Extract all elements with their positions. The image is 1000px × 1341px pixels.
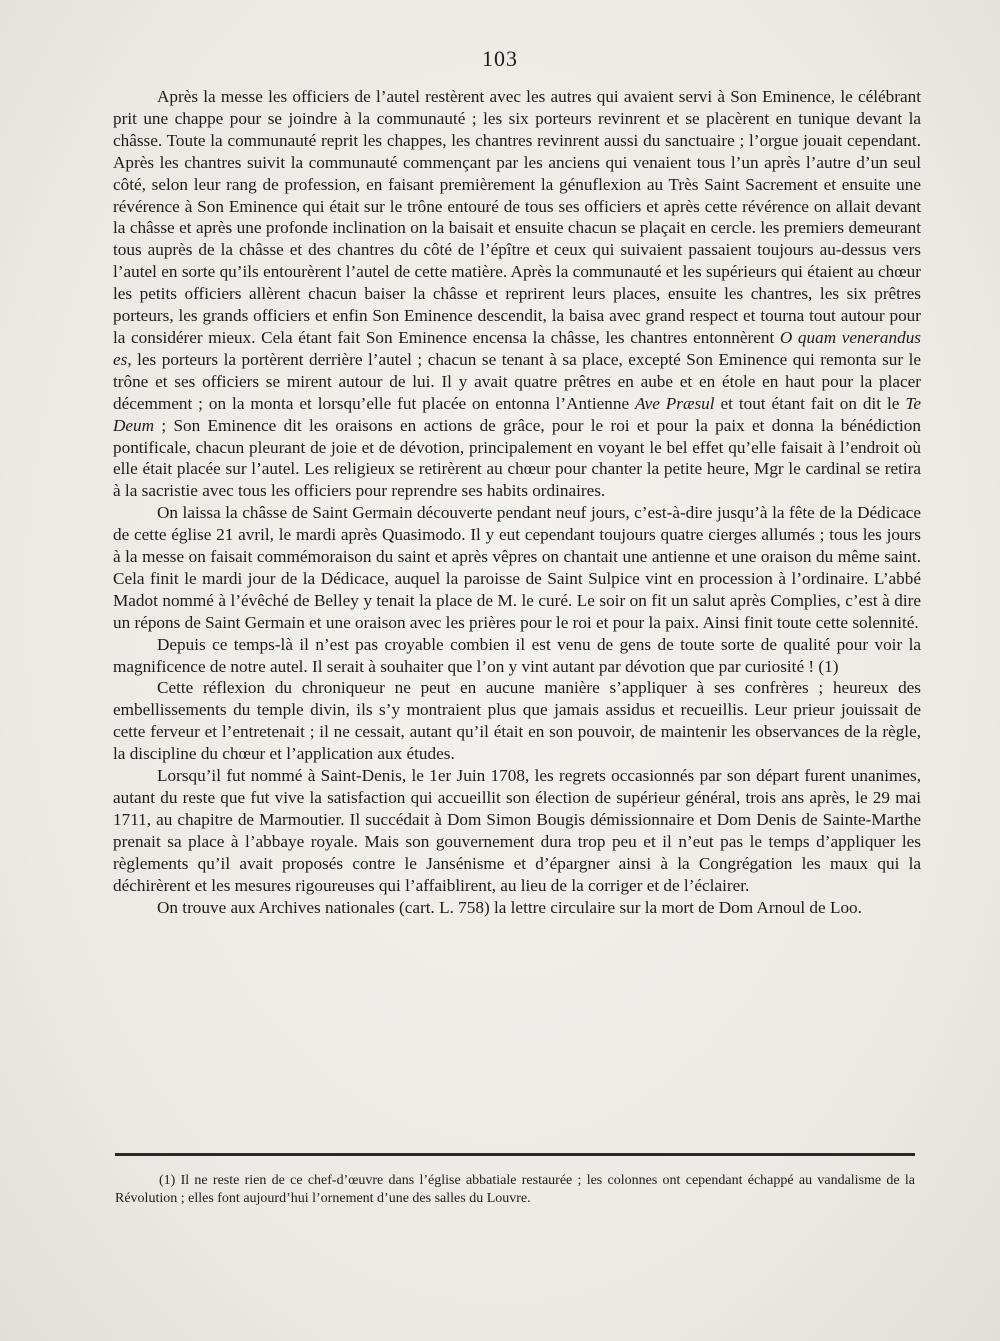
paragraph [113,86,921,502]
text-run: On laissa la châsse de Saint Germain découverte pendant neuf jours, c’est-à-dire jusqu’à la fête de la Dédicace de cette église 21 avril, le mardi après Quasimodo. Il y eut cependant toujours quatre cierges allumés ; tous les jours à la messe on faisait commémoraison du saint et après vêpres on chantait une antienne et une oraison du même saint. Cela finit le mardi jour de la Dédicace, auquel la paroisse de Saint Sulpice vint en procession à l’ordinaire. L’abbé Madot nommé à l’évêché de Belley y tenait la place de M. le curé. Le soir on fit un salut après Complies, c’est à dire un répons de Saint Germain et une oraison avec les prières pour le roi et pour la paix. Ainsi finit toute cette solennité. [113,503,921,632]
footnote-divider [115,1153,915,1156]
italic-text: Ave Præsul [635,393,715,413]
paragraph [113,897,921,919]
text-run: On trouve aux Archives nationales (cart. L. 758) la lettre circulaire sur la mort de Dom Arnoul de Loo. [157,897,862,917]
italic-text: Te Deum [113,393,921,435]
italic-text: O quam venerandus es [113,327,921,369]
paragraph [113,502,921,633]
body-text [113,86,921,918]
text-run: Depuis ce temps-là il n’est pas croyable combien il est venu de gens de toute sorte de qualité pour voir la magnificence de notre autel. Il serait à souhaiter que l’on y vint autant par dévotion que par curiosité ! (1) [113,634,921,676]
text-run: Lorsqu’il fut nommé à Saint-Denis, le 1er Juin 1708, les regrets occasionnés par son départ furent unanimes, autant du reste que fut vive la satisfaction qui accueillit son élection de supérieur général, trois ans après, le 29 mai 1711, au chapitre de Marmoutier. Il succédait à Dom Simon Bougis démissionnaire et Dom Denis de Sainte-Marthe prenait sa place à l’abbaye royale. Mais son gouvernement dura trop peu et il n’eut pas le temps d’appliquer les règlements qu’il avait proposés contre le Jansénisme et d’épargner ainsi à la Congrégation les maux qui la déchirèrent et les mesures rigoureuses qui l’affaiblirent, au lieu de la corriger et de l’éclairer. [113,766,921,895]
paragraph [113,765,921,896]
text-run: Après la messe les officiers de l’autel restèrent avec les autres qui avaient servi à Son Eminence, le célébrant prit une chappe pour se joindre à la communauté ; les six porteurs revinrent et se placèrent en tunique devant la châsse. Toute la communauté reprit les chappes, les chantres revinrent aussi du sanctuaire ; l’orgue jouait cependant. Après les chantres suivit la communauté commençant par les anciens qui venaient tous l’un après l’autre d’un seul côté, selon leur rang de profession, en faisant premièrement la génuflexion au Très Saint Sacrement et ensuite une révérence à Son Eminence qui était sur le trône entouré de tous ses officiers et après cette révérence on allait devant la châsse et après une profonde inclination on la baisait et ensuite chacun se plaçait en cercle. les premiers demeurant tous auprès de la châsse et des chantres du côté de l’épître et ceux qui suivaient passaient toujours au-dessus vers l’autel en sorte qu’ils entourèrent l’autel de cette matière. Après la communauté et les supérieurs qui étaient au chœur les petits officiers allèrent chacun baiser la châsse et reprirent leurs places, ensuite les chantres, les six prêtres porteurs, les grands officiers et enfin Son Eminence descendit, la baisa avec grand respect et tourna tout autour pour la considérer mieux. Cela étant fait Son Eminence encensa la châsse, les chantres entonnèrent [113,87,921,347]
paragraph [113,677,921,765]
footnote: (1) Il ne reste rien de ce chef-d’œuvre dans l’église abbatiale restaurée ; les colonnes ont cependant échappé au vandalisme de la Révolution ; elles font aujourd’hui l’ornement d’une des salles du Louvre. [115,1173,915,1206]
paragraph [113,634,921,678]
text-run: Cette réflexion du chroniqueur ne peut en aucune manière s’appliquer à ses confrères ; heureux des embellissements du temple divin, ils s’y montraient plus que jamais assidus et recueillis. Leur prieur jouissait de cette ferveur et l’entretenait ; il ne cessait, autant qu’il était en son pouvoir, de maintenir les observances de la règle, la discipline du chœur et l’application aux études. [113,678,921,764]
page-number: 103 [482,46,518,71]
text-run: et tout étant fait on dit le [714,393,906,413]
text-run: , les porteurs la portèrent derrière l’autel ; chacun se tenant à sa place, excepté Son Eminence qui remonta sur le trône et ses officiers se mirent autour de lui. Il y avait quatre prêtres en aube et en étole en haut pour la placer décemment ; on la monta et lorsqu’elle fut placée on entonna l’Antienne [113,349,921,413]
text-run: ; Son Eminence dit les oraisons en actions de grâce, pour le roi et pour la paix et donna la bénédiction pontificale, chacun pleurant de joie et de dévotion, principalement en voyant le bel effet qu’elle faisait à l’endroit où elle était placée sur l’autel. Les religieux se retirèrent au chœur pour chanter la petite heure, Mgr le cardinal se retira à la sacristie avec tous les officiers pour reprendre ses habits ordinaires. [113,415,921,501]
